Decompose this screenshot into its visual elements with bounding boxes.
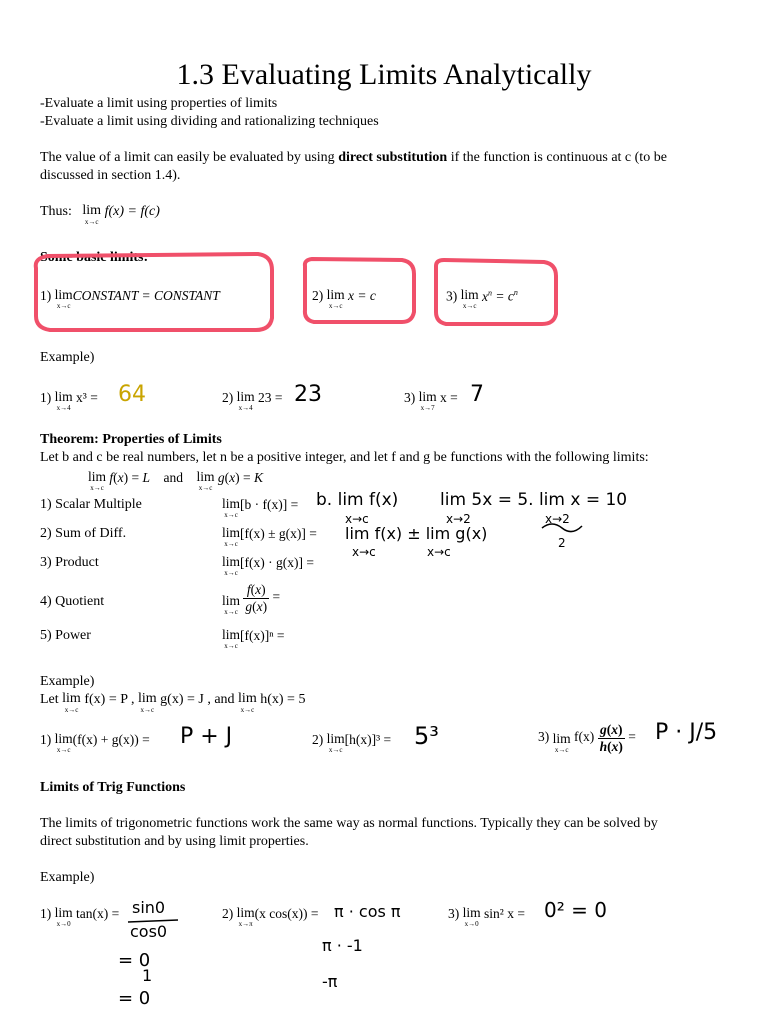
trig-text-1: The limits of trigonometric functions work the same way as normal functions. Typically they can be solved by: [40, 816, 658, 831]
scalar-work-sub-2: x→2: [446, 512, 471, 526]
example-label-1: Example): [40, 350, 95, 365]
property-sum-name: 2) Sum of Diff.: [40, 526, 127, 541]
example1-item-3: 3) lim x→7 x =: [404, 389, 458, 412]
property-product-formula: lim x→c [f(x) · g(x)] =: [222, 554, 314, 577]
intro-line-1: The value of a limit can easily be evaluated by using direct substitution if the function is continuous at c (to be: [40, 150, 667, 165]
basic-limit-1: 1) lim x→c CONSTANT = CONSTANT: [40, 287, 220, 310]
basic-limit-3: 3) lim x→c $x^n = c^n$: [446, 287, 518, 310]
example3-work-sin2: 0² = 0: [544, 898, 607, 922]
example3-work-neg-pi: -π: [322, 972, 338, 991]
example1-item-2: 2) lim x→4 23 =: [222, 389, 283, 412]
example2-let: Let lim x→c f(x) = P , lim x→c g(x) = J , and lim x→c h(x) = 5: [40, 691, 306, 714]
property-scalar-name: 1) Scalar Multiple: [40, 497, 142, 512]
example2-item-2: 2) lim x→c [h(x)]³ =: [312, 731, 392, 754]
example1-answer-2: 23: [294, 382, 322, 407]
property-power-name: 5) Power: [40, 628, 91, 643]
basic-limits-heading: Some basic limits:: [40, 250, 149, 265]
example2-answer-3: P · J/5: [655, 720, 718, 745]
example3-item-2: 2) lim x→π (x cos(x)) =: [222, 905, 319, 928]
scalar-work-2: lim 5x = 5. lim x = 10: [440, 490, 628, 510]
example3-item-3: 3) lim x→0 sin² x =: [448, 905, 525, 928]
example3-work-result: = 0: [118, 988, 151, 1009]
page-title: 1.3 Evaluating Limits Analytically: [176, 58, 592, 91]
objective-2: -Evaluate a limit using dividing and rationalizing techniques: [40, 114, 379, 129]
highlight-box-1: [36, 254, 272, 330]
theorem-given-limits: lim x→c f(x) = L and lim x→c g(x) = K: [88, 469, 264, 492]
example3-work-eq: = 0: [118, 950, 151, 971]
scalar-work-1: b. lim f(x): [316, 490, 399, 510]
thus-statement: Thus: lim x→c f(x) = f(c): [40, 203, 160, 226]
tilde-mark: [542, 524, 582, 532]
intro-line-2: discussed in section 1.4).: [40, 168, 181, 183]
scalar-work-sub-3: x→2: [545, 512, 570, 526]
property-sum-formula: lim x→c [f(x) ± g(x)] =: [222, 525, 317, 548]
sum-work-sub-1: x→c: [352, 545, 376, 559]
scalar-work-denom: 2: [558, 536, 566, 550]
example3-work-pi-neg1: π · -1: [322, 936, 363, 955]
example2-item-3: 3) lim x→c f(x) $\frac{g(x)}{h(x)}$ =: [538, 722, 636, 754]
property-quotient-name: 4) Quotient: [40, 594, 105, 609]
objective-1: -Evaluate a limit using properties of limits: [40, 96, 278, 111]
example-label-3: Example): [40, 870, 95, 885]
property-quotient-formula: lim x→c $\frac{f(x)}{g(x)}$ =: [222, 582, 281, 616]
highlight-box-3: [436, 260, 556, 324]
sum-work: lim f(x) ± lim g(x): [345, 524, 488, 543]
highlight-box-2: [305, 259, 414, 322]
sum-work-sub-2: x→c: [427, 545, 451, 559]
example-label-2: Example): [40, 674, 95, 689]
example3-item-1: 1) lim x→0 tan(x) =: [40, 905, 120, 928]
trig-text-2: direct substitution and by using limit properties.: [40, 834, 309, 849]
example3-work-cos: cos0: [130, 922, 168, 941]
trig-heading: Limits of Trig Functions: [40, 780, 186, 795]
example1-answer-3: 7: [470, 382, 484, 407]
example3-work-pi-cos: π · cos π: [334, 902, 401, 921]
property-scalar-formula: lim x→c [b · f(x)] =: [222, 496, 299, 519]
example3-work-one: 1: [142, 966, 153, 985]
cos-fraction-bar: [128, 920, 178, 922]
property-power-formula: lim x→c [f(x)]ⁿ =: [222, 627, 285, 650]
basic-limit-2: 2) lim x→c x = c: [312, 287, 376, 310]
theorem-statement: Let b and c be real numbers, let n be a positive integer, and let f and g be functions with the following limits:: [40, 450, 649, 465]
property-product-name: 3) Product: [40, 555, 99, 570]
scalar-work-sub-1: x→c: [345, 512, 369, 526]
example1-item-1: 1) lim x→4 x³ =: [40, 389, 98, 412]
example3-work-sin: sin0: [132, 898, 166, 917]
example1-answer-1: 64: [118, 382, 146, 407]
example2-answer-1: P + J: [180, 724, 233, 749]
example2-answer-2: 5³: [414, 722, 439, 750]
example2-item-1: 1) lim x→c (f(x) + g(x)) =: [40, 731, 150, 754]
theorem-heading: Theorem: Properties of Limits: [40, 432, 222, 447]
